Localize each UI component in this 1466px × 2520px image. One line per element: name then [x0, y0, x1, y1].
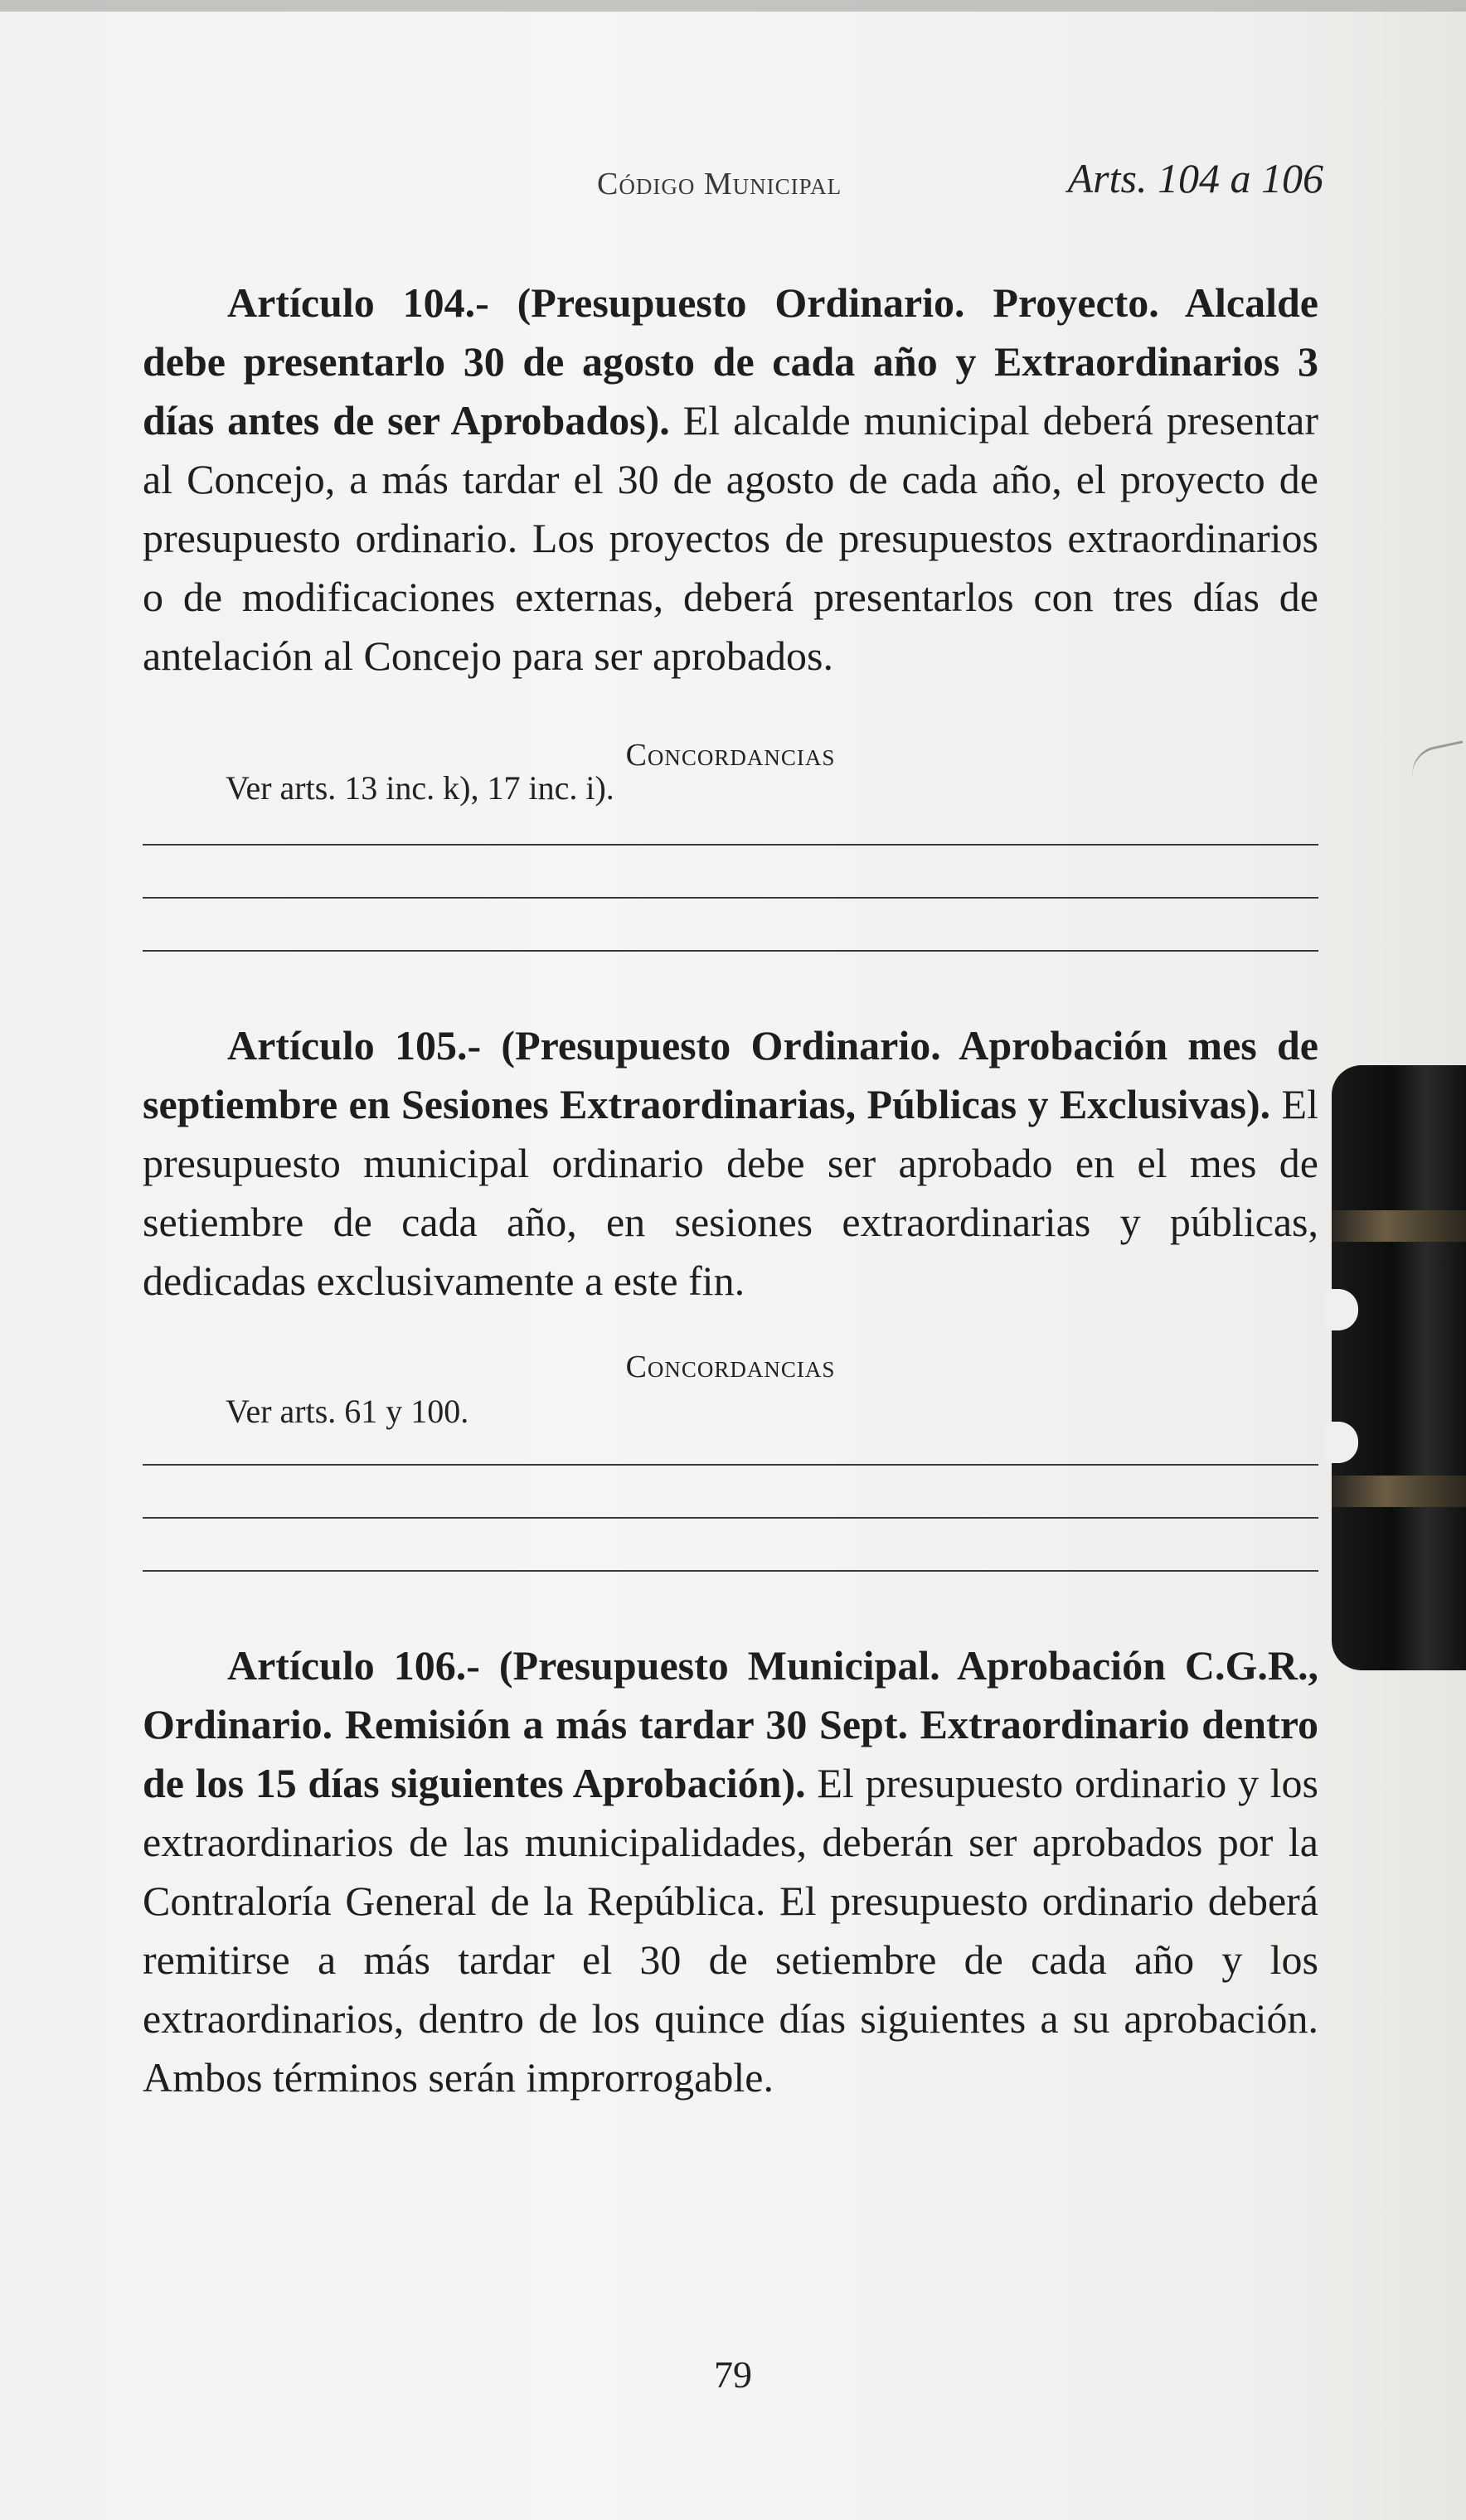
- article-105-body: El presupuesto municipal ordinario debe ser aprobado en el mes de setiembre de cada año, en sesiones extraordinarias y públicas, dedicadas exclusivamente a este fin.: [143, 1081, 1318, 1304]
- note-line: [143, 950, 1318, 952]
- concordancias-105-text: Ver arts. 61 y 100.: [226, 1393, 469, 1430]
- page-content: [143, 274, 1318, 2107]
- book-title: Código Municipal: [597, 167, 842, 201]
- clip-notch: [1325, 1289, 1358, 1330]
- page-number: 79: [714, 2353, 752, 2396]
- article-106-heading: Artículo 106.- (Presupuesto Municipal. Aprobación C.G.R., Ordinario. Remisión a más tardar 30 Sept. Extraordinario dentro de los 15 días siguientes Aprobación).: [143, 1642, 1318, 1806]
- binder-clip: [1332, 1065, 1466, 1670]
- concordancias-104-text: Ver arts. 13 inc. k), 17 inc. i).: [226, 769, 614, 807]
- page-curl: [1407, 740, 1466, 778]
- article-104-body: El alcalde municipal deberá presentar al Concejo, a más tardar el 30 de agosto de cada año, el proyecto de presupuesto ordinario. Los proyectos de presupuestos extraordinarios o de modificaciones externas, deberá presentarlos con tres días de antelación al Concejo para ser aprobados.: [143, 397, 1318, 679]
- concordancias-104-title: Concordancias: [625, 738, 836, 773]
- note-line: [143, 1464, 1318, 1466]
- page-top-edge: [0, 0, 1466, 12]
- article-range: Arts. 104 a 106: [1067, 155, 1323, 201]
- clip-notch: [1325, 1422, 1358, 1463]
- article-105-heading: Artículo 105.- (Presupuesto Ordinario. Aprobación mes de septiembre en Sesiones Extraordinarias, Públicas y Exclusivas).: [143, 1022, 1318, 1127]
- concordancias-105-title: Concordancias: [625, 1350, 836, 1384]
- clip-band: [1332, 1210, 1466, 1242]
- running-header: [0, 154, 1466, 212]
- note-line: [143, 844, 1318, 846]
- note-line: [143, 1570, 1318, 1572]
- article-106: [143, 1636, 1318, 2107]
- note-line: [143, 1517, 1318, 1519]
- article-104-heading: Artículo 104.- (Presupuesto Ordinario. Proyecto. Alcalde debe presentarlo 30 de agosto de cada año y Extraordinarios 3 días antes de ser Aprobados).: [143, 279, 1318, 443]
- article-105: [143, 1016, 1318, 1311]
- clip-band: [1332, 1476, 1466, 1507]
- note-line: [143, 897, 1318, 899]
- article-104: [143, 274, 1318, 686]
- article-106-body: El presupuesto ordinario y los extraordinarios de las municipalidades, deberán ser aprobados por la Contraloría General de la República. El presupuesto ordinario deberá remitirse a más tardar el 30 de setiembre de cada año y los extraordinarios, dentro de los quince días siguientes a su aprobación. Ambos términos serán improrrogable.: [143, 1760, 1318, 2101]
